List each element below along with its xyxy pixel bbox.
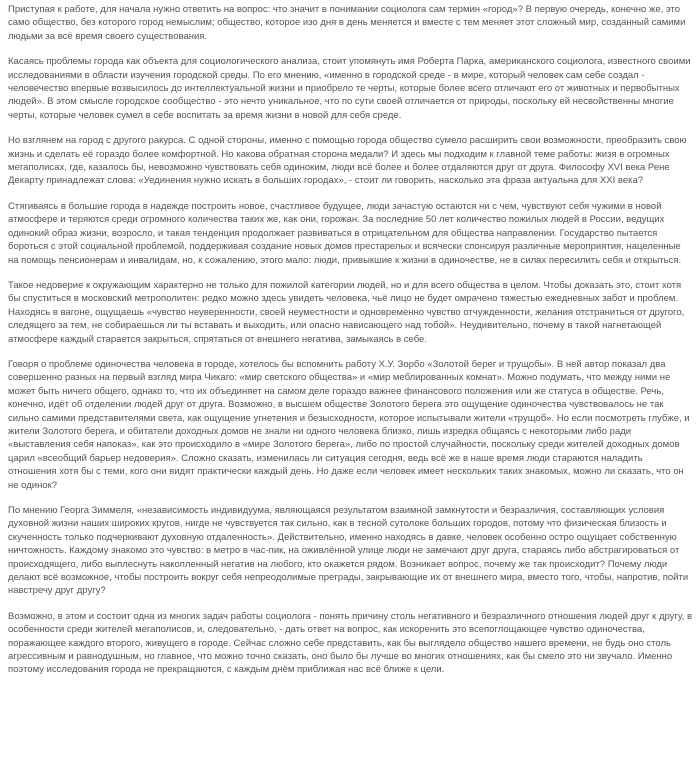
paragraph-robert-park: Касаясь проблемы города как объекта для социологического анализа, стоит упомянуть имя Роберта Парка, американского социолога, известного своими исследованиями в области изучения городской среды. По его мнению, «именно в городской среде - в мире, который человек сам себе создал - человечество впервые возвысилось до интеллектуальной жизни и приобрело те черты, которые более всего отличают его от животных и первобытных людей». В этом смысле городское сообщество - это нечто уникальное, что по сути своей отличается от природы, поскольку ей несвойственны многие черты, которые человек сумел в себе воспитать за время жизни в новой для себя среде. bbox=[8, 56, 691, 121]
paragraph-zorbaugh: Говоря о проблеме одиночества человека в городе, хотелось бы вспомнить работу Х.У. Зорбо «Золотой берег и трущобы». В ней автор показал два совершенно разных на первый взгляд мира Чикаго: «мир светского общества» и «мир меблированных комнат». Можно подумать, что между ними не может быть ничего общего, однако то, что их объединяет на самом деле гораздо важнее финансового положения или же статуса в обществе. Речь, конечно, идёт об отделении людей друг от друга. Возможно, в высшем обществе Золотого берега это ощущение одиночества чувствовалось не так сильно самими представителями света, как ощущение угнетения и безысходности, которое испытывали жители «трущоб». Но если посмотреть глубже, и жители Золотого берега, и обитатели доходных домов не знали ни одного человека близко, лишь изредка общаясь с некоторыми либо ради «выставления себя напоказ», как это происходило в «мире Золотого берега», либо по простой случайности, поскольку среди жителей доходных домов царил «всеобщий барьер недоверия». Сложно сказать, изменилась ли ситуация сегодня, ведь всё же в наше время люди стараются наладить отношения хотя бы с теми, кого они видят практически каждый день. Но даже если человек имеет нескольких таких знакомых, можно ли сказать, что он не одинок? bbox=[8, 358, 690, 491]
paragraph-intro: Приступая к работе, для начала нужно ответить на вопрос: что значит в понимании социолога сам термин «город»? В первую очередь, конечно же, это само общество, без которого город немыслим; общество, которое изо дня в день меняется и вместе с тем меняет этот сложный мир, созданный самими людьми за всё время своего существования. bbox=[8, 4, 686, 42]
paragraph-conclusion: Возможно, в этом и состоит одна из многих задач работы социолога - понять причину столь негативного и безразличного отношения людей друг к другу, в особенности среди жителей мегаполисов, и, следовательно, - дать ответ на вопрос, как искоренить это всепоглощающее чувство одиночества, поражающее каждого второго, живущего в городе. Сейчас сложно себе представить, как бы выглядело общество нашего времени, не будь оно столь агрессивным и равнодушным, но главное, что можно точно сказать, оно было бы лучше во многих отношениях, как бы смело это ни звучало. Именно поэтому исследования города не прекращаются, с каждым днём приближая нас всё ближе к цели. bbox=[8, 610, 693, 676]
paragraph-elderly: Стягиваясь в большие города в надежде построить новое, счастливое будущее, люди зачастую остаются ни с чем, чувствуют себя чужими в новой атмосфере и теряются среди огромного количества таких же, как они, горожан. За последние 50 лет количество пожилых людей в России, ведущих одинокий образ жизни, возросло, и такая тенденция продолжает развиваться в отрицательном для общества направлении. Государство пытается бороться с этой социальной проблемой, поддерживая создание новых домов престарелых и всячески спонсируя различные мероприятия, нацеленные на помощь пенсионерам и инвалидам, но, к сожалению, этого мало: люди, привыкшие к жизни в одиночестве, не в силах пересилить себя и открыться. bbox=[8, 200, 682, 266]
paragraph-metro: Такое недоверие к окружающим характерно не только для пожилой категории людей, но и для всего общества в целом. Чтобы доказать это, стоит хотя бы спуститься в московский метрополитен: редко можно здесь увидеть человека, чьё лицо не будет омрачено тяжестью ежедневных забот и проблем. Находясь в вагоне, ощущаешь «чувство неуверенности, своей неуместности и одновременно чувство отчужденности, желания отстраниться от другого, следящего за тем, не собираешься ли ты вставать и выходить, или опасно нависающего над тобой». Неудивительно, почему в такой нагнетающей атмосфере каждый старается закрыться, спрятаться от внешнего негатива, замыкаясь в себе. bbox=[8, 279, 685, 345]
paragraph-other-angle: Но взглянем на город с другого ракурса. С одной стороны, именно с помощью города общество сумело расширить свои возможности, преобразить свою жизнь и сделать её гораздо более комфортной. Но какова обратная сторона медали? И здесь мы подходим к главной теме работы: жизя в огромных мегаполисах, где, казалось бы, невозможно чувствовать себя одиноким, люди всё более и более отдаляются друг от друга. Философу XVI века Рене Декарту принадлежат слова: «Уединения нужно искать в больших городах», - стоит ли говорить, насколько эта фраза актуальна для XXI века? bbox=[8, 135, 687, 187]
paragraph-simmel: По мнению Георга Зиммеля, «независимость индивидуума, являющаяся результатом взаимной замкнутости и безразличия, составляющих условия духовной жизни наших широких кругов, нигде не чувствуется так сильно, как в тесной сутолоке больших городов, потому что физическая близость и скученность только подчеркивают духовную отдаленность». Действительно, именно находясь в давке, человек особенно остро ощущает собственную ничтожность. Каждому знакомо это чувство: в метро в час-пик, на оживлённой улице люди не замечают друг друга, стараясь либо абстрагироваться от происходящего, либо выплеснуть накопленный негатив на любого, кто окажется рядом. Возникает вопрос, почему же так происходит? Почему люди делают всё возможное, чтобы построить вокруг себя непреодолимые преграды, закрывающие их от внешнего мира, вместо того, чтобы, напротив, пойти навстречу друг другу? bbox=[8, 505, 689, 597]
